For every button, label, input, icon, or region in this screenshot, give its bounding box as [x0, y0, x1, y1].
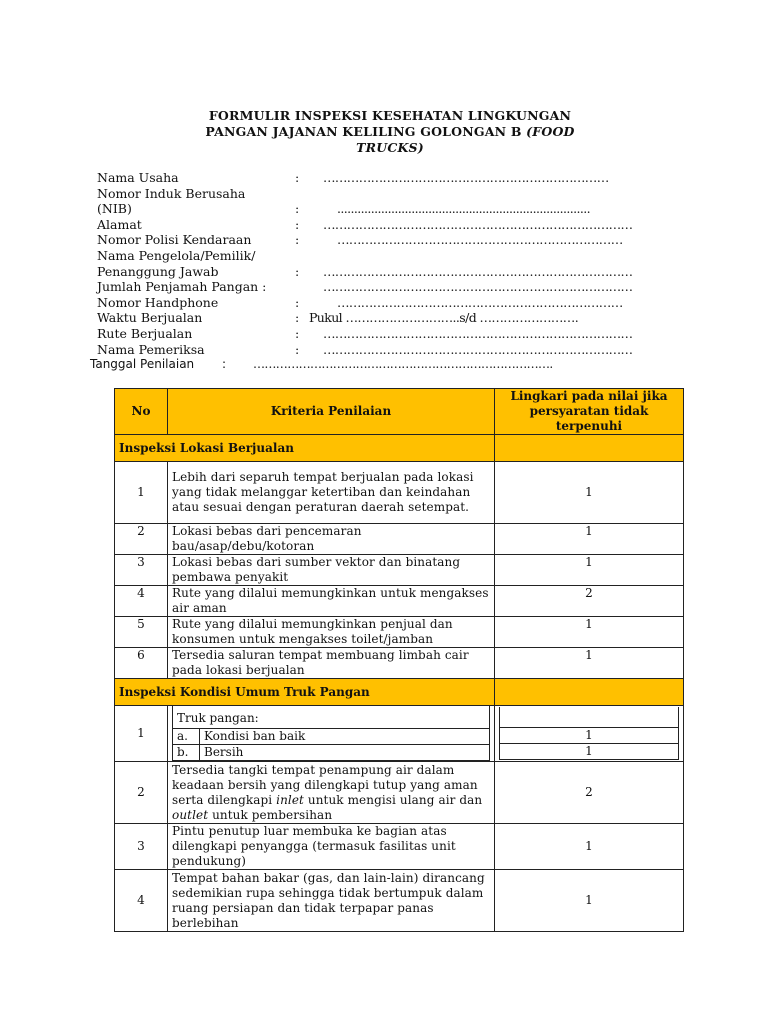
criteria-italic: inlet — [276, 792, 304, 807]
row-criteria — [168, 706, 495, 762]
row-value[interactable]: 1 — [495, 870, 684, 932]
field-colon: : — [295, 341, 300, 357]
field-colon: : — [295, 263, 300, 279]
table-row — [115, 706, 684, 762]
table-row — [115, 462, 684, 524]
row-value[interactable]: 2 — [495, 586, 684, 617]
field-label: Nama Usaha — [97, 170, 179, 185]
row-criteria: Tempat bahan bakar (gas, dan lain-lain) dirancang sedemikian rupa sehingga tidak bertumpuk dalam ruang persiapan dan tidak terpapar panas berlebihan — [168, 870, 495, 932]
header-criteria: Kriteria Penilaian — [168, 389, 495, 435]
header-no: No — [115, 389, 168, 435]
table-row — [115, 648, 684, 679]
row-value[interactable]: 1 — [495, 648, 684, 679]
field-colon: : — [295, 170, 300, 185]
row-number: 1 — [115, 462, 168, 524]
criteria-text: Tersedia tangki tempat penampung air dalam keadaan bersih yang dilengkapi tutup yang aman serta dilengkapi — [172, 762, 478, 807]
row-criteria: Pintu penutup luar membuka ke bagian atas dilengkapi penyangga (termasuk fasilitas unit pendukung) — [168, 824, 495, 870]
field-label: Waktu Berjualan — [97, 310, 203, 326]
row-criteria: Lokasi bebas dari pencemaran bau/asap/debu/kotoran — [168, 524, 495, 555]
header-value: Lingkari pada nilai jika persyaratan tidak terpenuhi — [495, 389, 684, 435]
table-row — [115, 617, 684, 648]
field-label: (NIB) — [97, 201, 132, 217]
row-criteria: Lokasi bebas dari sumber vektor dan binatang pembawa penyakit — [168, 555, 495, 586]
sub-heading: Truk pangan: — [173, 706, 490, 729]
row-value[interactable]: 1 — [495, 524, 684, 555]
row-value[interactable]: 1 — [495, 555, 684, 586]
criteria-italic: outlet — [172, 807, 209, 822]
row-value[interactable]: 1 — [495, 824, 684, 870]
field-label: Tanggal Penilaian — [90, 357, 195, 372]
row-criteria: Tersedia saluran tempat membuang limbah cair pada lokasi berjualan — [168, 648, 495, 679]
field-dots: ……………………………………………………………………. — [253, 357, 553, 372]
field-dots: …………………………………………………………………… — [323, 325, 633, 341]
row-criteria: Rute yang dilalui memungkinkan penjual dan konsumen untuk mengakses toilet/jamban — [168, 617, 495, 648]
identity-fields — [90, 170, 697, 373]
field-label: Alamat — [97, 216, 142, 232]
field-rute-berjualan[interactable] — [97, 326, 697, 342]
sub-text: Kondisi ban baik — [200, 729, 490, 745]
field-penanggung-jawab[interactable] — [97, 264, 697, 280]
section-lokasi — [115, 435, 684, 462]
section-blank — [495, 679, 684, 706]
field-label: Nomor Induk Berusaha — [97, 185, 246, 201]
field-label: Nomor Polisi Kendaraan — [97, 232, 252, 248]
field-nomor-handphone[interactable] — [97, 295, 697, 311]
form-title — [170, 108, 610, 156]
table-row — [115, 824, 684, 870]
field-dots: …………………………………………………………………… — [323, 279, 633, 295]
field-nib[interactable] — [97, 201, 697, 217]
table-row — [115, 555, 684, 586]
section-title: Inspeksi Lokasi Berjualan — [115, 435, 495, 462]
row-number: 6 — [115, 648, 168, 679]
criteria-text: untuk mengisi ulang air dan — [307, 792, 483, 807]
field-label: Jumlah Penjamah Pangan : — [97, 279, 267, 295]
field-label: Nama Pemeriksa — [97, 341, 205, 357]
sub-value[interactable]: 1 — [500, 744, 679, 760]
table-row — [115, 762, 684, 824]
row-value — [495, 706, 684, 762]
row-number: 2 — [115, 762, 168, 824]
field-dots: …………………………………………………………………… — [323, 263, 633, 279]
field-alamat[interactable] — [97, 217, 697, 233]
field-colon: : — [295, 201, 300, 217]
field-colon: : — [295, 325, 300, 341]
section-title: Inspeksi Kondisi Umum Truk Pangan — [115, 679, 495, 706]
field-colon: : — [222, 357, 227, 372]
row-value[interactable]: 2 — [495, 762, 684, 824]
title-line-1: FORMULIR INSPEKSI KESEHATAN LINGKUNGAN — [208, 108, 572, 123]
criteria-table — [114, 388, 684, 932]
field-colon: : — [295, 310, 300, 326]
row-number: 5 — [115, 617, 168, 648]
sub-value[interactable]: 1 — [500, 728, 679, 744]
title-line-3 — [170, 140, 610, 156]
field-dots: …………………………………………………………………… — [323, 341, 633, 357]
row-number: 4 — [115, 586, 168, 617]
row-number: 2 — [115, 524, 168, 555]
field-label: Nama Pengelola/Pemilik/ — [97, 247, 256, 263]
field-waktu-berjualan[interactable] — [97, 310, 697, 326]
field-nomor-polisi[interactable] — [97, 232, 697, 248]
field-label: Rute Berjualan — [97, 325, 193, 341]
field-dots: ........................................................................... — [337, 201, 591, 217]
sub-letter: b. — [173, 745, 200, 761]
field-label: Nomor Handphone — [97, 294, 219, 310]
table-row — [115, 870, 684, 932]
field-jumlah-penjamah[interactable] — [97, 279, 697, 295]
sub-criteria-table — [172, 706, 490, 761]
section-blank — [495, 435, 684, 462]
table-row — [115, 586, 684, 617]
title-line-3-italic: TRUCKS) — [356, 140, 424, 155]
sub-value-blank — [500, 707, 679, 728]
row-number: 4 — [115, 870, 168, 932]
field-nib-label — [97, 186, 697, 202]
field-dots: Pukul ………………………..s/d ……………………. — [309, 310, 579, 326]
row-value[interactable]: 1 — [495, 462, 684, 524]
sub-text: Bersih — [200, 745, 490, 761]
criteria-text: untuk pembersihan — [212, 807, 333, 822]
row-criteria: Rute yang dilalui memungkinkan untuk mengakses air aman — [168, 586, 495, 617]
field-nama-pemeriksa[interactable] — [97, 342, 697, 358]
field-dots: ……………………………………………………………… — [337, 232, 623, 248]
title-line-2-text: PANGAN JAJANAN KELILING GOLONGAN B — [205, 124, 522, 139]
field-dots: ……………………………………………………………… — [323, 170, 609, 185]
row-value[interactable]: 1 — [495, 617, 684, 648]
field-dots: ……………………………………………………………… — [337, 294, 623, 310]
field-pengelola-label — [97, 248, 697, 264]
sub-letter: a. — [173, 729, 200, 745]
field-colon: : — [295, 294, 300, 310]
field-colon: : — [295, 216, 300, 232]
row-number: 3 — [115, 824, 168, 870]
field-colon: : — [295, 232, 300, 248]
section-truk — [115, 679, 684, 706]
table-row — [115, 524, 684, 555]
row-number: 1 — [115, 706, 168, 762]
row-criteria — [168, 762, 495, 824]
row-criteria: Lebih dari separuh tempat berjualan pada lokasi yang tidak melanggar ketertiban dan keindahan atau sesuai dengan peraturan daerah setempat. — [168, 462, 495, 524]
row-number: 3 — [115, 555, 168, 586]
field-dots: …………………………………………………………………… — [323, 216, 633, 232]
field-tanggal-penilaian[interactable] — [90, 357, 690, 373]
field-nama-usaha[interactable] — [97, 170, 697, 186]
title-line-2 — [170, 124, 610, 140]
sub-value-table — [499, 707, 679, 760]
field-label: Penanggung Jawab — [97, 263, 219, 279]
table-header-row — [115, 389, 684, 435]
title-line-2-italic: (FOOD — [526, 124, 575, 139]
